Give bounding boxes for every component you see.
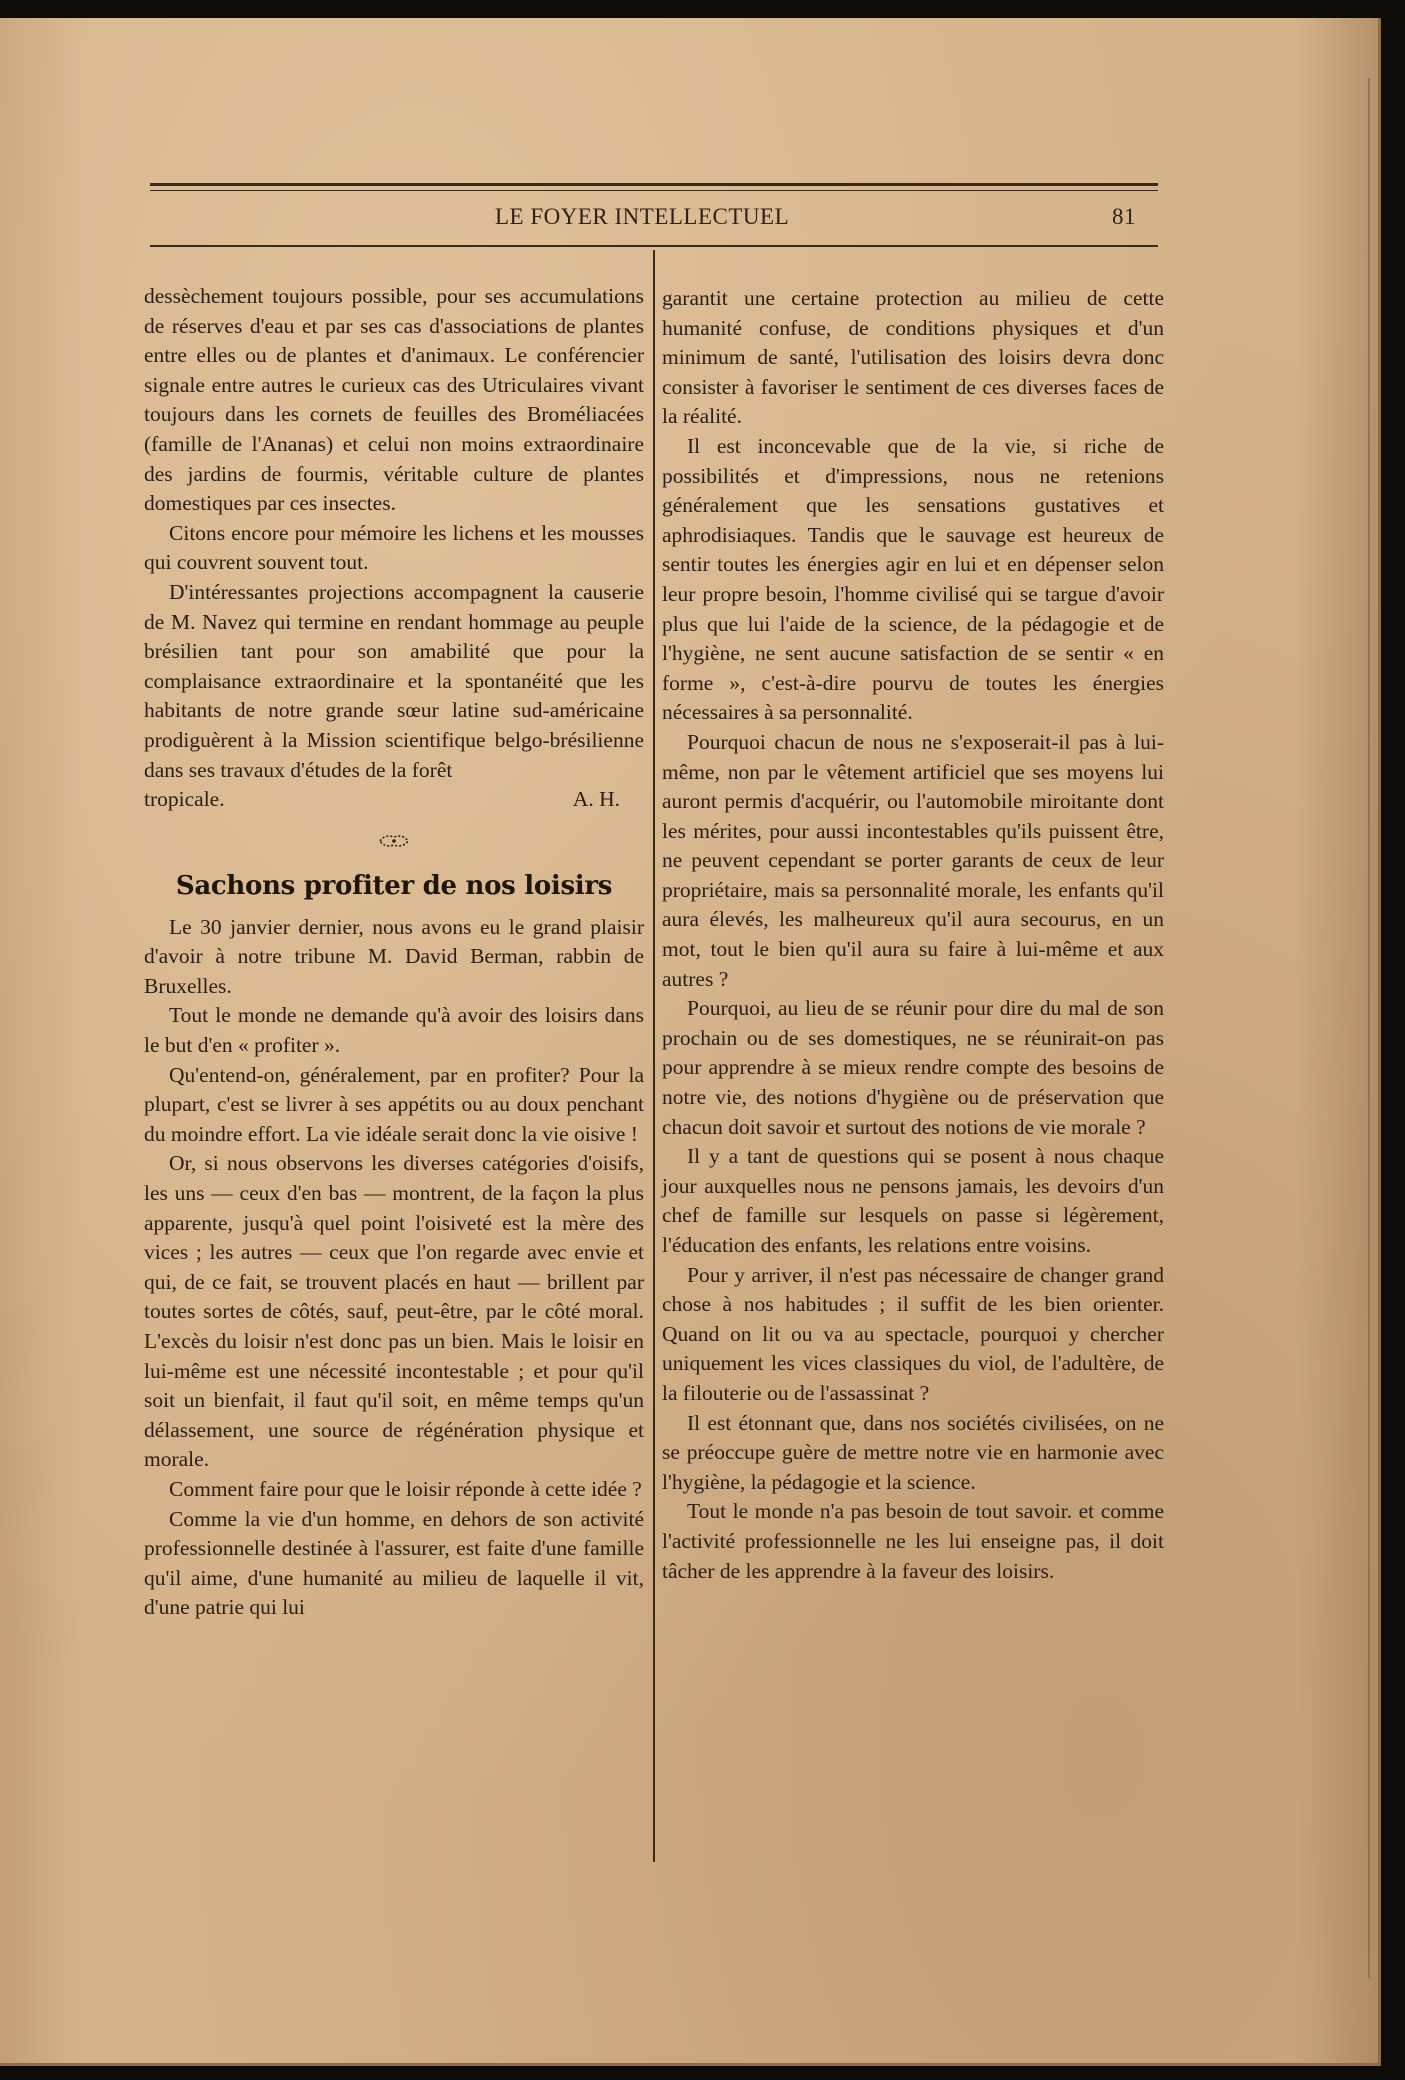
paragraph: Comme la vie d'un homme, en dehors de son activité professionnelle destinée à l'assurer, est faite d'une famille qu'il aime, d'une humanité au milieu de laquelle il vit, d'une patrie qui lui: [144, 1506, 644, 1620]
running-title: LE FOYER INTELLECTUEL: [495, 204, 790, 229]
top-rule-thick: [150, 183, 1158, 186]
column-divider: [653, 250, 655, 1862]
article-title: Sachons profiter de nos loisirs: [175, 870, 613, 901]
paper-fold: [1368, 78, 1370, 1978]
header-rule: [150, 245, 1158, 247]
paragraph: dessèchement toujours possible, pour ses accumulations de réserves d'eau et par ses cas d'associations de plantes entre elles ou de plantes et d'animaux. Le conférencier signale entre autres le curieux cas des Utriculaires vivant toujours dans les cornets de feuilles des Broméliacées (famille de l'Ananas) et celui non moins extraordinaire des jardins de fourmis, véritable culture de plantes domestiques par ces insectes.: [144, 284, 644, 516]
paragraph: Citons encore pour mémoire les lichens et les mousses qui couvrent souvent tout.: [144, 520, 644, 575]
running-head: [150, 200, 1158, 236]
left-column: [144, 282, 644, 1623]
signature-line: [144, 785, 644, 815]
author-signature: A. H.: [572, 787, 620, 812]
paragraph: Tout le monde ne demande qu'à avoir des loisirs dans le but d'en « profiter ».: [144, 1003, 644, 1058]
paragraph: Il est inconcevable que de la vie, si riche de possibilités et d'impressions, nous ne retenions généralement que les sensations gustatives et aphrodisiaques. Tandis que le sauvage est heureux de sentir toutes les énergies agir en lui et en dépenser selon leur propre besoin, l'homme civilisé qui se targue d'avoir plus que lui l'aide de la science, de la pédagogie et de l'hygiène, ne sent aucune satisfaction de se sentir « en forme », c'est-à-dire pourvu de toutes les énergies nécessaires à sa personnalité.: [662, 433, 1164, 725]
ornament-icon: [377, 832, 411, 850]
paragraph: Qu'entend-on, généralement, par en profiter? Pour la plupart, c'est se livrer à ses appétits ou au doux penchant du moindre effort. La vie idéale serait donc la vie oisive !: [144, 1062, 644, 1146]
paragraph: Pourquoi, au lieu de se réunir pour dire du mal de son prochain ou de ses domestiques, ne se réunirait-on pas pour apprendre à se mieux rendre compte des besoins de notre vie, des notions d'hygiène ou de préservation que chacun doit savoir et surtout des notions de vie morale ?: [662, 996, 1164, 1139]
paragraph: Pourquoi chacun de nous ne s'exposerait-il pas à lui-même, non par le vêtement artificiel que ses moyens lui auront permis d'acquérir, ou l'automobile miroitante dont les mérites, pour aussi incontestables qu'ils puissent être, ne peuvent cependant se porter garants de ceux de leur propriétaire, mais sa personnalité morale, les enfants qu'il aura élevés, les malheureux qu'il aura secourus, en un mot, tout le bien qu'il aura su faire à lui-même et aux autres ?: [662, 729, 1164, 991]
paragraph: garantit une certaine protection au milieu de cette humanité confuse, de conditions physiques et d'un minimum de santé, l'utilisation des loisirs devra donc consister à favoriser le sentiment de ces diverses faces de la réalité.: [662, 286, 1164, 429]
paragraph: Il y a tant de questions qui se posent à nous chaque jour auxquelles nous ne pensons jamais, les devoirs d'un chef de famille sur lesquels on passe si légèrement, l'éducation des enfants, les relations entre voisins.: [662, 1144, 1164, 1257]
page-number: 81: [1112, 204, 1136, 229]
paragraph: Il est étonnant que, dans nos sociétés civilisées, on ne se préoccupe guère de mettre notre vie en harmonie avec l'hygiène, la pédagogie et la science.: [662, 1410, 1164, 1494]
section-ornament: [144, 829, 644, 851]
paragraph: Tout le monde n'a pas besoin de tout savoir. et comme l'activité professionnelle ne les lui enseigne pas, il doit tâcher de les apprendre à la faveur des loisirs.: [662, 1499, 1164, 1583]
paragraph: D'intéressantes projections accompagnent la causerie de M. Navez qui termine en rendant hommage au peuple brésilien tant pour son amabilité que pour la complaisance extraordinaire et la spontanéité que les habitants de notre grande sœur latine sud-américaine prodiguèrent à la Mission scientifique belgo-brésilienne dans ses travaux d'études de la forêt: [144, 579, 644, 782]
paragraph: Pour y arriver, il n'est pas nécessaire de changer grand chose à nos habitudes ; il suffit de les bien orienter. Quand on lit ou va au spectacle, pourquoi y chercher uniquement les vices classiques du viol, de l'adultère, de la filouterie ou de l'assassinat ?: [662, 1262, 1164, 1405]
closing-word: tropicale.: [144, 787, 225, 812]
paragraph: Le 30 janvier dernier, nous avons eu le grand plaisir d'avoir à notre tribune M. David Berman, rabbin de Bruxelles.: [144, 914, 644, 998]
top-rule-thin: [150, 190, 1158, 191]
right-column: [662, 284, 1164, 1586]
paragraph: Or, si nous observons les diverses catégories d'oisifs, les uns — ceux d'en bas — montrent, de la façon la plus apparente, jusqu'à quel point l'oisiveté est la mère des vices ; les autres — ceux que l'on regarde avec envie et qui, de ce fait, se trouvent placés en haut — brillent par toutes sortes de côtés, sauf, peut-être, par le côté moral. L'excès du loisir n'est donc pas un bien. Mais le loisir en lui-même est une nécessité incontestable ; et pour qu'il soit un bienfait, il faut qu'il soit, en même temps qu'un délassement, une source de régénération physique et morale.: [144, 1151, 644, 1472]
paragraph: Comment faire pour que le loisir réponde à cette idée ?: [169, 1476, 642, 1501]
